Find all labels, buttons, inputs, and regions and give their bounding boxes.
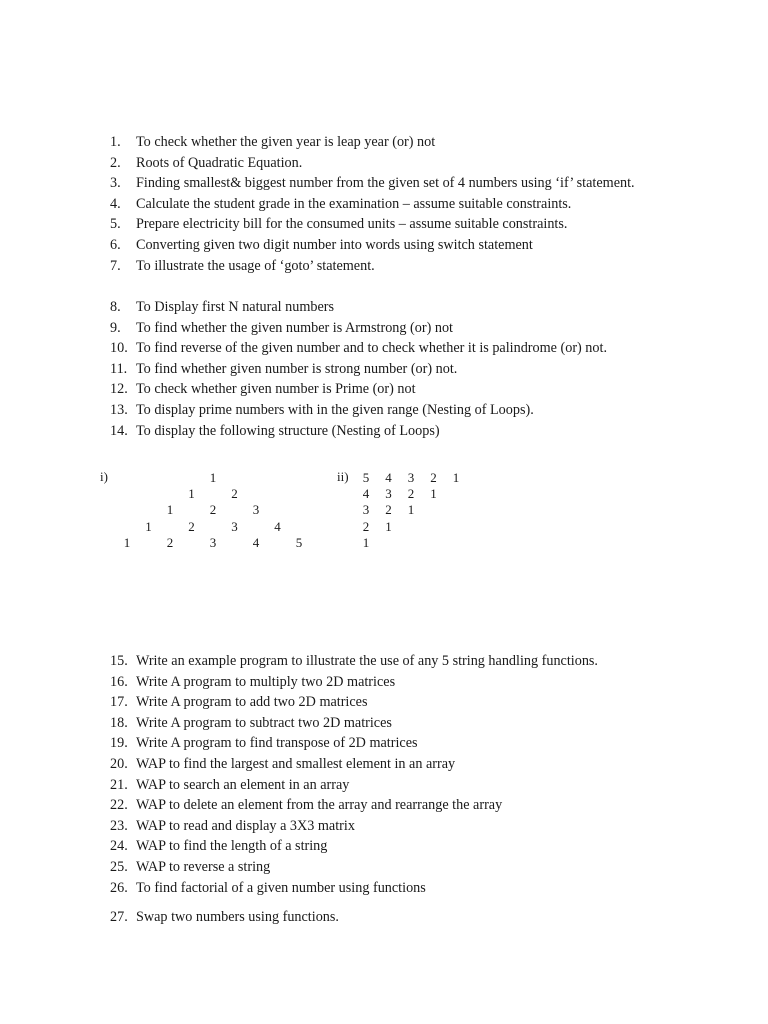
item-text: Swap two numbers using functions. (136, 909, 339, 925)
item-text: To illustrate the usage of ‘goto’ statement. (136, 257, 375, 274)
item-number: 20. (110, 755, 128, 772)
item-number: 5. (110, 216, 121, 233)
pattern-number: 3 (385, 486, 392, 502)
pattern-number: 1 (209, 470, 217, 485)
item-number: 7. (110, 257, 121, 274)
list-item (110, 878, 598, 899)
pattern-number: 1 (145, 518, 152, 534)
list-item (110, 816, 598, 837)
item-number: 17. (110, 694, 128, 711)
item-text: To check whether given number is Prime (or) not (136, 381, 416, 398)
list-item (110, 235, 635, 256)
list-item (110, 173, 635, 194)
pattern-number: 3 (407, 470, 415, 485)
item-number: 1. (110, 134, 121, 150)
pattern-label: i) (100, 469, 108, 484)
item-number: 18. (110, 714, 128, 731)
pattern-number: 1 (188, 486, 195, 502)
item-number: 27. (110, 909, 128, 925)
program-list-section-1 (110, 132, 635, 276)
item-text: WAP to reverse a string (136, 858, 271, 875)
pattern-number: 1 (123, 534, 131, 550)
pattern-number: 2 (430, 470, 437, 485)
list-item (110, 907, 339, 928)
list-item (110, 421, 607, 442)
pattern-number: 1 (166, 502, 174, 518)
item-text: Write A program to find transpose of 2D matrices (136, 735, 418, 752)
list-item (110, 795, 598, 816)
item-number: 3. (110, 175, 121, 192)
pattern-number: 2 (407, 486, 415, 502)
item-text: Write A program to multiply two 2D matrices (136, 673, 396, 690)
list-item (110, 651, 598, 672)
pattern-number: 5 (295, 534, 303, 550)
list-item (110, 857, 598, 878)
item-number: 12. (110, 381, 128, 398)
list-item (110, 836, 598, 857)
item-number: 13. (110, 401, 128, 418)
item-text: To find whether given number is strong number (or) not. (136, 360, 458, 377)
list-item (110, 692, 598, 713)
pattern-number: 4 (274, 518, 281, 534)
item-text: Finding smallest& biggest number from the given set of 4 numbers using ‘if’ statement. (136, 175, 635, 192)
item-text: Roots of Quadratic Equation. (136, 154, 303, 171)
item-text: Write A program to add two 2D matrices (136, 694, 368, 711)
item-number: 11. (110, 360, 128, 377)
pattern-label: ii) (337, 469, 349, 484)
item-text: To find reverse of the given number and to check whether it is palindrome (or) not. (136, 340, 607, 357)
list-item (110, 733, 598, 754)
item-text: To find factorial of a given number using functions (136, 879, 426, 896)
pattern-number: 4 (385, 470, 392, 485)
item-number: 2. (110, 154, 121, 171)
item-number: 4. (110, 195, 121, 212)
item-number: 21. (110, 776, 128, 793)
program-list-section-3 (110, 651, 598, 898)
pattern-number: 3 (209, 534, 217, 550)
pattern-number: 4 (362, 486, 370, 502)
pattern-number: 1 (362, 534, 370, 550)
pattern-number: 2 (166, 534, 174, 550)
item-text: WAP to delete an element from the array and rearrange the array (136, 797, 503, 814)
list-item (110, 318, 607, 339)
item-number: 10. (110, 340, 128, 357)
item-text: To display the following structure (Nesting of Loops) (136, 422, 440, 439)
pattern-number: 4 (252, 534, 260, 550)
pattern-number: 3 (362, 502, 370, 518)
item-text: To Display first N natural numbers (136, 299, 334, 315)
item-text: Write an example program to illustrate the use of any 5 string handling functions. (136, 653, 598, 669)
item-number: 9. (110, 319, 121, 336)
pattern-number: 1 (407, 502, 415, 518)
item-number: 8. (110, 299, 121, 315)
item-text: WAP to find the largest and smallest element in an array (136, 755, 456, 772)
list-item (110, 256, 635, 277)
program-list-item-27 (110, 907, 339, 928)
list-item (110, 672, 598, 693)
item-number: 24. (110, 838, 128, 855)
pattern-number: 2 (362, 518, 370, 534)
list-item (110, 359, 607, 380)
pattern-number: 2 (231, 486, 238, 502)
pattern-number: 2 (188, 518, 195, 534)
item-number: 23. (110, 817, 128, 834)
item-number: 6. (110, 236, 121, 253)
pattern-number: 3 (252, 502, 260, 518)
list-item (110, 132, 635, 153)
list-item (110, 214, 635, 235)
item-text: Write A program to subtract two 2D matrices (136, 714, 392, 731)
item-number: 14. (110, 422, 128, 439)
list-item (110, 297, 607, 318)
list-item (110, 775, 598, 796)
program-list-section-2 (110, 297, 607, 441)
item-text: To display prime numbers with in the given range (Nesting of Loops). (136, 401, 534, 418)
pattern-number: 2 (209, 502, 217, 518)
item-text: To check whether the given year is leap year (or) not (136, 134, 436, 150)
item-text: WAP to find the length of a string (136, 838, 328, 855)
item-text: WAP to search an element in an array (136, 776, 350, 793)
pattern-number: 5 (362, 470, 370, 485)
list-item (110, 379, 607, 400)
list-item (110, 754, 598, 775)
item-number: 19. (110, 735, 128, 752)
pattern-number: 3 (231, 518, 238, 534)
item-text: Prepare electricity bill for the consumed units – assume suitable constraints. (136, 216, 568, 233)
pattern-number: 2 (385, 502, 392, 518)
item-number: 16. (110, 673, 128, 690)
list-item (110, 400, 607, 421)
item-number: 15. (110, 653, 128, 669)
item-number: 26. (110, 879, 128, 896)
pattern-number: 1 (430, 486, 437, 502)
pattern-number: 1 (385, 518, 392, 534)
item-text: WAP to read and display a 3X3 matrix (136, 817, 355, 834)
list-item (110, 194, 635, 215)
list-item (110, 713, 598, 734)
item-text: Calculate the student grade in the examination – assume suitable constraints. (136, 195, 572, 212)
pattern-number: 1 (452, 470, 460, 485)
item-text: To find whether the given number is Armstrong (or) not (136, 319, 453, 336)
item-number: 22. (110, 797, 128, 814)
list-item (110, 153, 635, 174)
item-text: Converting given two digit number into words using switch statement (136, 236, 533, 253)
list-item (110, 338, 607, 359)
item-number: 25. (110, 858, 128, 875)
